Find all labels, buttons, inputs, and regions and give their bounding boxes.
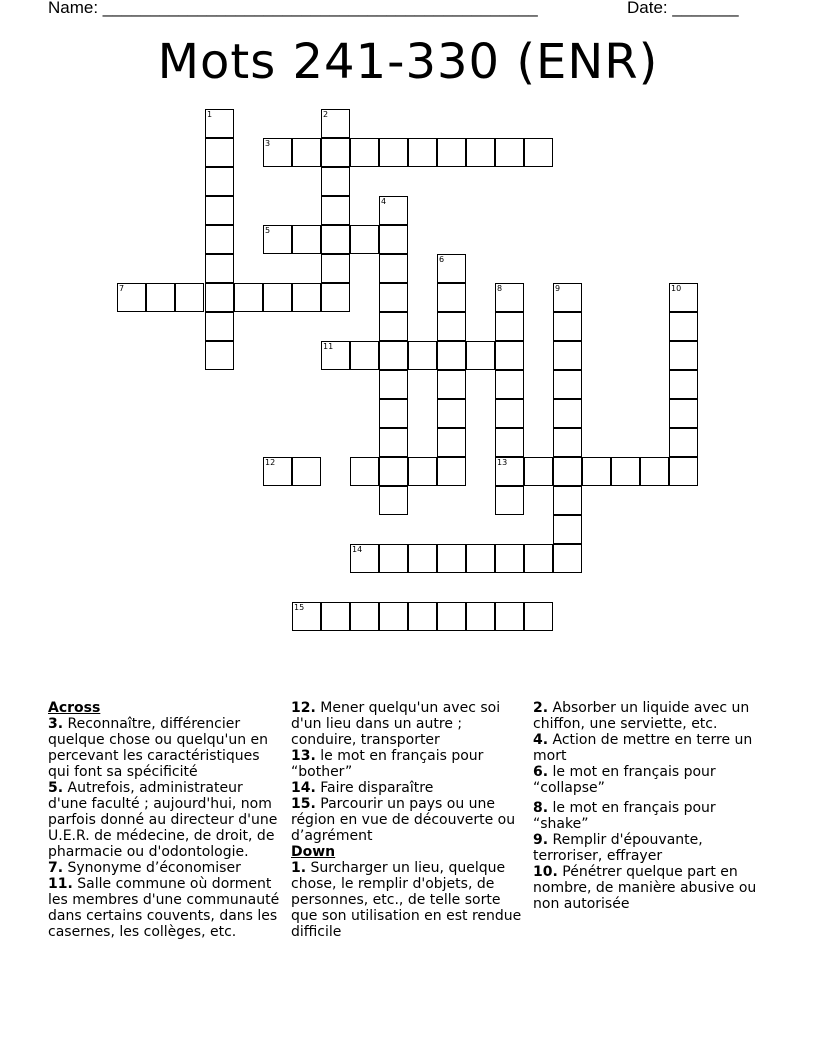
- clue-number-label: 6: [439, 255, 445, 264]
- grid-cell[interactable]: [321, 602, 350, 631]
- clue-down-6: [533, 764, 769, 796]
- clue-number: 1.: [291, 860, 307, 876]
- clue-number: 14.: [291, 780, 316, 796]
- grid-cell[interactable]: [350, 457, 379, 486]
- grid-cell[interactable]: [495, 486, 524, 515]
- grid-cell[interactable]: [350, 225, 379, 254]
- grid-cell[interactable]: [495, 399, 524, 428]
- grid-cell[interactable]: [466, 544, 495, 573]
- clue-down-1: [291, 860, 529, 940]
- grid-cell[interactable]: [234, 283, 263, 312]
- grid-cell[interactable]: [205, 283, 234, 312]
- grid-cell[interactable]: [379, 254, 408, 283]
- grid-cell[interactable]: [350, 138, 379, 167]
- grid-cell[interactable]: [669, 399, 698, 428]
- clue-down-10: [533, 864, 769, 912]
- grid-cell[interactable]: [553, 544, 582, 573]
- clue-across-14: [291, 780, 529, 796]
- grid-cell[interactable]: [495, 341, 524, 370]
- grid-cell[interactable]: [321, 109, 350, 138]
- grid-cell[interactable]: [321, 225, 350, 254]
- grid-cell[interactable]: [437, 138, 466, 167]
- grid-cell[interactable]: [292, 602, 321, 631]
- grid-cell[interactable]: [321, 341, 350, 370]
- grid-cell[interactable]: [553, 312, 582, 341]
- clues-column-1: [48, 700, 282, 940]
- grid-cell[interactable]: [205, 196, 234, 225]
- clue-text: le mot en français pour “shake”: [533, 800, 716, 832]
- clue-down-4: [533, 732, 769, 764]
- clue-text: Parcourir un pays ou une région en vue de découverte ou d’agrément: [291, 796, 516, 844]
- grid-cell[interactable]: [205, 312, 234, 341]
- clue-number-label: 15: [294, 603, 305, 612]
- grid-cell[interactable]: [350, 544, 379, 573]
- clue-down-8: [533, 800, 769, 832]
- clue-number: 4.: [533, 732, 549, 748]
- grid-cell[interactable]: [408, 602, 437, 631]
- clue-number-label: 2: [323, 110, 329, 119]
- date-line[interactable]: Date: _______: [627, 0, 739, 17]
- grid-cell[interactable]: [466, 138, 495, 167]
- clue-down-9: [533, 832, 769, 864]
- clue-number: 15.: [291, 796, 316, 812]
- grid-cell[interactable]: [437, 602, 466, 631]
- grid-cell[interactable]: [669, 457, 698, 486]
- clue-number-label: 13: [497, 458, 508, 467]
- grid-cell[interactable]: [553, 515, 582, 544]
- grid-cell[interactable]: [379, 544, 408, 573]
- grid-cell[interactable]: [379, 370, 408, 399]
- grid-cell[interactable]: [437, 254, 466, 283]
- clue-number: 3.: [48, 716, 64, 732]
- grid-cell[interactable]: [292, 457, 321, 486]
- grid-cell[interactable]: [437, 312, 466, 341]
- clue-text: Synonyme d’économiser: [63, 860, 241, 876]
- clue-number: 6.: [533, 764, 549, 780]
- grid-cell[interactable]: [582, 457, 611, 486]
- grid-cell[interactable]: [553, 370, 582, 399]
- grid-cell[interactable]: [408, 457, 437, 486]
- clue-text: Absorber un liquide avec un chiffon, une serviette, etc.: [533, 700, 750, 732]
- grid-cell[interactable]: [495, 428, 524, 457]
- clue-number: 11.: [48, 876, 73, 892]
- clue-number: 9.: [533, 832, 549, 848]
- clue-number-label: 5: [265, 226, 271, 235]
- grid-cell[interactable]: [205, 138, 234, 167]
- grid-cell[interactable]: [321, 283, 350, 312]
- grid-cell[interactable]: [437, 428, 466, 457]
- clue-down-2: [533, 700, 769, 732]
- grid-cell[interactable]: [292, 225, 321, 254]
- clue-number: 5.: [48, 780, 64, 796]
- across-heading: Across: [48, 700, 101, 716]
- grid-cell[interactable]: [553, 399, 582, 428]
- clue-text: Salle commune où dorment les membres d'une communauté dans certains couvents, dans les casernes, les collèges, etc.: [48, 876, 280, 940]
- clue-text: Autrefois, administrateur d'une faculté ; aujourd'hui, nom parfois donné au directeur d'une U.E.R. de médecine, de droit, de pharmacie ou d'odontologie.: [48, 780, 278, 860]
- down-heading: Down: [291, 844, 336, 860]
- clue-across-15: [291, 796, 529, 844]
- grid-cell[interactable]: [553, 341, 582, 370]
- grid-cell[interactable]: [263, 457, 292, 486]
- grid-cell[interactable]: [205, 109, 234, 138]
- grid-cell[interactable]: [379, 138, 408, 167]
- clue-number-label: 14: [352, 545, 363, 554]
- clue-number: 7.: [48, 860, 64, 876]
- grid-cell[interactable]: [553, 457, 582, 486]
- grid-cell[interactable]: [437, 544, 466, 573]
- grid-cell[interactable]: [146, 283, 175, 312]
- grid-cell[interactable]: [379, 196, 408, 225]
- grid-cell[interactable]: [466, 341, 495, 370]
- grid-cell[interactable]: [117, 283, 146, 312]
- clue-text: Mener quelqu'un avec soi d'un lieu dans un autre ; conduire, transporter: [291, 700, 501, 748]
- grid-cell[interactable]: [321, 138, 350, 167]
- grid-cell[interactable]: [524, 457, 553, 486]
- grid-cell[interactable]: [495, 602, 524, 631]
- grid-cell[interactable]: [524, 602, 553, 631]
- grid-cell[interactable]: [524, 544, 553, 573]
- clue-number-label: 4: [381, 197, 387, 206]
- clue-across-5: [48, 780, 282, 860]
- grid-cell[interactable]: [379, 312, 408, 341]
- grid-cell[interactable]: [669, 283, 698, 312]
- grid-cell[interactable]: [495, 312, 524, 341]
- grid-cell[interactable]: [611, 457, 640, 486]
- grid-cell[interactable]: [321, 167, 350, 196]
- grid-cell[interactable]: [263, 225, 292, 254]
- grid-cell[interactable]: [669, 428, 698, 457]
- grid-cell[interactable]: [495, 544, 524, 573]
- grid-cell[interactable]: [495, 283, 524, 312]
- clue-text: le mot en français pour “collapse”: [533, 764, 716, 796]
- grid-cell[interactable]: [553, 428, 582, 457]
- grid-cell[interactable]: [437, 370, 466, 399]
- grid-cell[interactable]: [263, 138, 292, 167]
- grid-cell[interactable]: [379, 341, 408, 370]
- grid-cell[interactable]: [321, 254, 350, 283]
- grid-cell[interactable]: [553, 486, 582, 515]
- grid-cell[interactable]: [350, 602, 379, 631]
- grid-cell[interactable]: [669, 370, 698, 399]
- clue-number-label: 8: [497, 284, 503, 293]
- grid-cell[interactable]: [205, 341, 234, 370]
- clue-number: 12.: [291, 700, 316, 716]
- clue-number: 2.: [533, 700, 549, 716]
- grid-cell[interactable]: [495, 457, 524, 486]
- grid-cell[interactable]: [408, 138, 437, 167]
- grid-cell[interactable]: [379, 283, 408, 312]
- grid-cell[interactable]: [379, 225, 408, 254]
- clue-number-label: 1: [207, 110, 213, 119]
- grid-cell[interactable]: [379, 457, 408, 486]
- grid-cell[interactable]: [379, 399, 408, 428]
- clue-text: le mot en français pour “bother”: [291, 748, 484, 780]
- grid-cell[interactable]: [205, 254, 234, 283]
- clue-number-label: 3: [265, 139, 271, 148]
- grid-cell[interactable]: [669, 341, 698, 370]
- grid-cell[interactable]: [379, 486, 408, 515]
- clue-text: Reconnaître, différencier quelque chose ou quelqu'un en percevant les caractéristiques qui font sa spécificité: [48, 716, 269, 780]
- clue-number-label: 7: [119, 284, 125, 293]
- grid-cell[interactable]: [175, 283, 204, 312]
- grid-cell[interactable]: [263, 283, 292, 312]
- clue-number-label: 12: [265, 458, 276, 467]
- grid-cell[interactable]: [437, 399, 466, 428]
- grid-cell[interactable]: [379, 428, 408, 457]
- clue-text: Surcharger un lieu, quelque chose, le remplir d'objets, de personnes, etc., de telle sorte que son utilisation en est rendue difficile: [291, 860, 522, 940]
- clue-number-label: 11: [323, 342, 334, 351]
- grid-cell[interactable]: [205, 225, 234, 254]
- clue-number-label: 9: [555, 284, 561, 293]
- grid-cell[interactable]: [640, 457, 669, 486]
- clue-across-11: [48, 876, 282, 940]
- clue-number-label: 10: [671, 284, 682, 293]
- clue-text: Faire disparaître: [315, 780, 434, 796]
- name-line[interactable]: Name: ______________________________________________: [48, 0, 538, 17]
- clue-across-12: [291, 700, 529, 748]
- grid-cell[interactable]: [466, 602, 495, 631]
- grid-cell[interactable]: [437, 283, 466, 312]
- grid-cell[interactable]: [292, 138, 321, 167]
- grid-cell[interactable]: [553, 283, 582, 312]
- clue-across-13: [291, 748, 529, 780]
- clue-number: 8.: [533, 800, 549, 816]
- grid-cell[interactable]: [205, 167, 234, 196]
- grid-cell[interactable]: [437, 457, 466, 486]
- grid-cell[interactable]: [350, 341, 379, 370]
- clue-text: Pénétrer quelque part en nombre, de manière abusive ou non autorisée: [533, 864, 757, 912]
- grid-cell[interactable]: [669, 312, 698, 341]
- grid-cell[interactable]: [379, 602, 408, 631]
- grid-cell[interactable]: [524, 138, 553, 167]
- clues-column-2: [291, 700, 529, 940]
- grid-cell[interactable]: [437, 341, 466, 370]
- page-title: Mots 241-330 (ENR): [157, 34, 659, 90]
- grid-cell[interactable]: [408, 341, 437, 370]
- clues-column-3: [533, 700, 769, 912]
- grid-cell[interactable]: [321, 196, 350, 225]
- grid-cell[interactable]: [292, 283, 321, 312]
- grid-cell[interactable]: [408, 544, 437, 573]
- grid-cell[interactable]: [495, 138, 524, 167]
- clue-across-7: [48, 860, 282, 876]
- clue-number: 10.: [533, 864, 558, 880]
- clue-across-3: [48, 716, 282, 780]
- clue-text: Remplir d'épouvante, terroriser, effrayer: [533, 832, 703, 864]
- grid-cell[interactable]: [495, 370, 524, 399]
- clue-text: Action de mettre en terre un mort: [533, 732, 753, 764]
- clue-number: 13.: [291, 748, 316, 764]
